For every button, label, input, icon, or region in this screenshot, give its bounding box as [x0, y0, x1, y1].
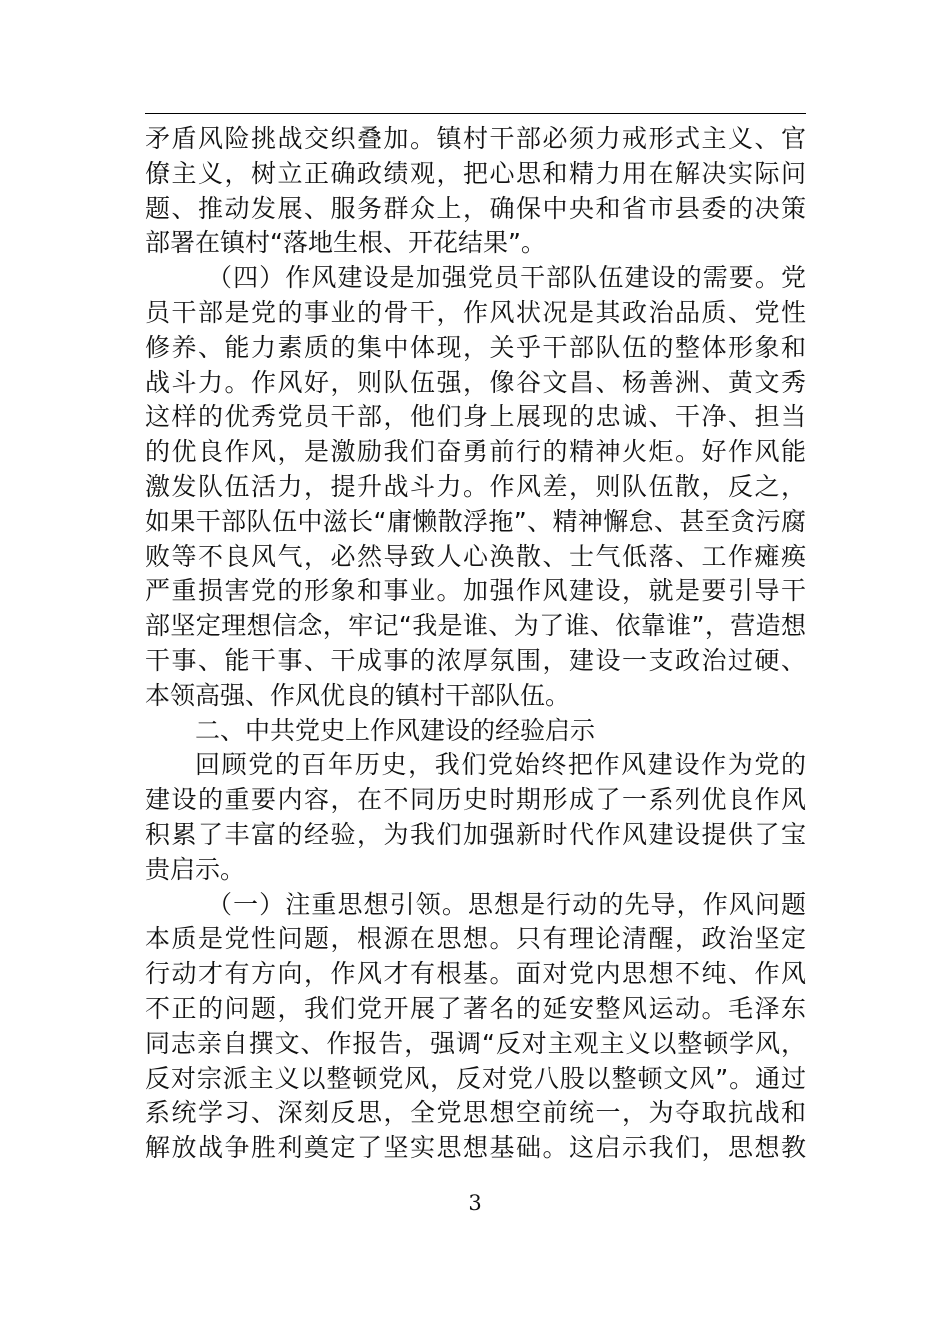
- text-line: 部坚定理想信念，牢记“我是谁、为了谁、依靠谁”，营造想: [145, 611, 806, 641]
- text-line: 贵启示。: [145, 854, 246, 884]
- text-line: 积累了丰富的经验，为我们加强新时代作风建设提供了宝: [145, 819, 806, 849]
- text-line: 败等不良风气，必然导致人心涣散、士气低落、工作瘫痪: [145, 541, 806, 571]
- text-line: 题、推动发展、服务群众上，确保中央和省市县委的决策: [145, 193, 806, 223]
- text-line: 激发队伍活力，提升战斗力。作风差，则队伍散，反之，: [145, 471, 806, 501]
- header-rule: [145, 113, 806, 114]
- section-heading-line: （四）作风建设是加强党员干部队伍建设的需要。党: [207, 263, 806, 293]
- text-line: 矛盾风险挑战交织叠加。镇村干部必须力戒形式主义、官: [145, 124, 806, 153]
- text-line: 系统学习、深刻反思，全党思想空前统一，为夺取抗战和: [145, 1098, 806, 1128]
- text-line: 回顾党的百年历史，我们党始终把作风建设作为党的: [195, 750, 806, 780]
- text-line: 建设的重要内容，在不同历史时期形成了一系列优良作风: [145, 785, 806, 815]
- text-line: 这样的优秀党员干部，他们身上展现的忠诚、干净、担当: [145, 402, 806, 432]
- text-line: 员干部是党的事业的骨干，作风状况是其政治品质、党性: [145, 297, 806, 327]
- page-number: 3: [468, 1191, 482, 1215]
- chapter-heading: 二、中共党史上作风建设的经验启示: [195, 715, 596, 745]
- document-body: [145, 122, 806, 1166]
- section-heading-line: （一）注重思想引领。思想是行动的先导，作风问题: [207, 889, 806, 919]
- text-line: 干事、能干事、干成事的浓厚氛围，建设一支政治过硬、: [145, 645, 806, 675]
- text-line: 修养、能力素质的集中体现，关乎干部队伍的整体形象和: [145, 332, 806, 362]
- text-line: 不正的问题，我们党开展了著名的延安整风运动。毛泽东: [145, 993, 806, 1023]
- text-line: 解放战争胜利奠定了坚实思想基础。这启示我们，思想教: [145, 1133, 806, 1163]
- text-line: 严重损害党的形象和事业。加强作风建设，就是要引导干: [145, 576, 806, 606]
- text-line: 本领高强、作风优良的镇村干部队伍。: [145, 680, 571, 710]
- text-line: 的优良作风，是激励我们奋勇前行的精神火炬。好作风能: [145, 437, 806, 467]
- text-line: 本质是党性问题，根源在思想。只有理论清醒，政治坚定: [145, 924, 806, 954]
- text-line: 行动才有方向，作风才有根基。面对党内思想不纯、作风: [145, 959, 806, 989]
- text-line: 反对宗派主义以整顿党风，反对党八股以整顿文风”。通过: [145, 1063, 806, 1093]
- text-line: 同志亲自撰文、作报告，强调“反对主观主义以整顿学风，: [145, 1028, 806, 1058]
- text-line: 僚主义，树立正确政绩观，把心思和精力用在解决实际问: [145, 158, 806, 188]
- text-line: 部署在镇村“落地生根、开花结果”。: [145, 228, 546, 258]
- text-line: 战斗力。作风好，则队伍强，像谷文昌、杨善洲、黄文秀: [145, 367, 806, 397]
- text-line: 如果干部队伍中滋长“庸懒散浮拖”、精神懈怠、甚至贪污腐: [145, 506, 806, 536]
